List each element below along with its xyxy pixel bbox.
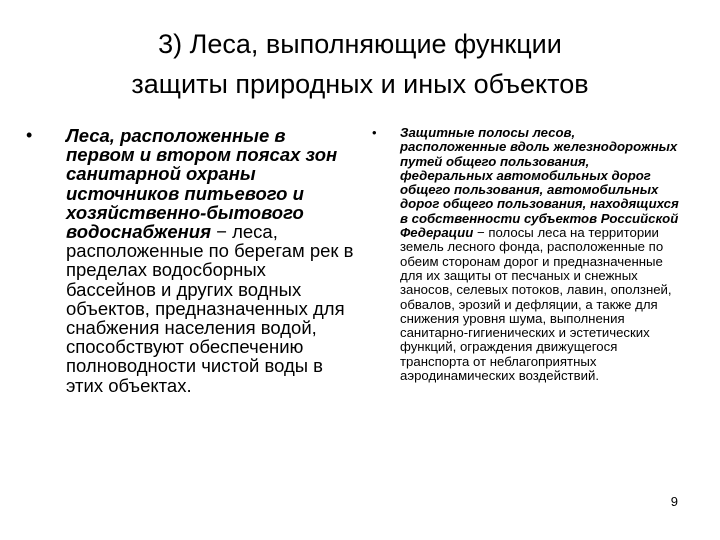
slide-title <box>40 24 680 104</box>
left-bullet-item <box>26 126 356 395</box>
title-line-1: 3) Леса, выполняющие функции <box>158 29 562 59</box>
bullet-icon: • <box>26 125 33 145</box>
right-bullet-text <box>400 126 685 383</box>
right-bullet-item <box>362 126 692 383</box>
page-number: 9 <box>670 494 678 509</box>
bullet-icon: • <box>372 125 377 140</box>
title-line-2: защиты природных и иных объектов <box>131 69 589 99</box>
left-bullet-definition: − леса, расположенные по берегам рек в пределах водосборных бассейнов и других водных объектов, предназначенных для снабжения населения водой, способствуют обеспечению полноводности чистой воды в этих объектах. <box>66 221 354 396</box>
right-bullet-definition: − полосы леса на территории земель лесного фонда, расположенные по обеим сторонам дорог и предназначенные для их защиты от песчаных и снежных заносов, селевых потоков, лавин, оползней, обвалов, эрозий и дефляции, а также для снижения уровня шума, выполнения санитарно-гигиенических и эстетических функций, ограждения движущегося транспорта от неблагоприятных аэродинамических воздействий. <box>400 225 672 384</box>
left-bullet-term: Леса, расположенные в первом и втором поясах зон санитарной охраны источников питьевого и хозяйственно-бытового водоснабжения <box>66 125 338 243</box>
left-bullet-text <box>66 126 356 395</box>
left-column <box>26 126 356 395</box>
right-bullet-term: Защитные полосы лесов, расположенные вдоль железнодорожных путей общего пользования, федеральных автомобильных дорог общего пользования, автомобильных дорог общего пользования, находящихся в собственности субъектов Российской Федерации <box>400 125 679 241</box>
right-column <box>362 126 692 383</box>
